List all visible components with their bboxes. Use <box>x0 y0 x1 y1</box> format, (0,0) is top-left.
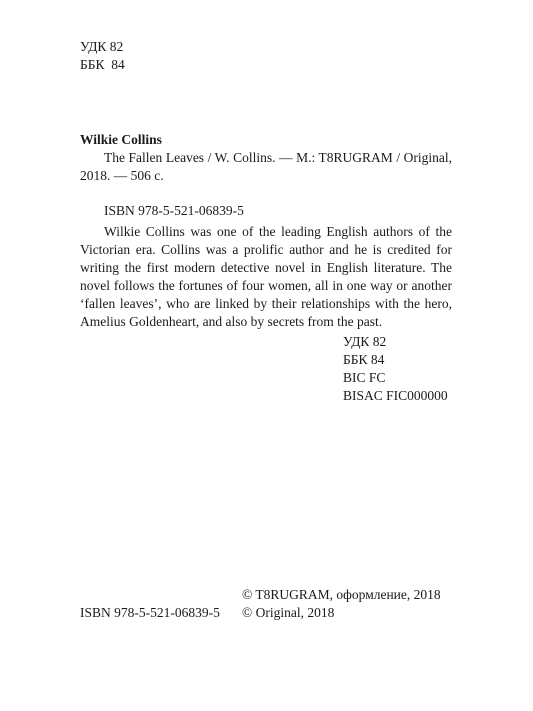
isbn-main: ISBN 978-5-521-06839-5 <box>104 203 244 218</box>
copyright-design: © T8RUGRAM, оформление, 2018 <box>242 587 441 602</box>
copyright-publisher: © Original, 2018 <box>242 605 335 620</box>
isbn-bottom: ISBN 978-5-521-06839-5 <box>80 605 220 620</box>
bbk-code-right: ББК 84 <box>343 352 385 367</box>
bisac-code: BISAC FIC000000 <box>343 388 448 403</box>
top-classification-codes <box>80 38 125 74</box>
author-name: Wilkie Collins <box>80 132 162 147</box>
bibliographic-record: The Fallen Leaves / W. Collins. — M.: T8RUGRAM / Original, 2018. — 506 c. <box>80 150 452 183</box>
bic-code: BIC FC <box>343 370 386 385</box>
book-annotation: Wilkie Collins was one of the leading English authors of the Victorian era. Collins was a prolific author and he is credited for writing the first modern detective novel in English literature. The novel follows the fortunes of four women, all in one way or another ‘fallen leaves’, who are linked by their relationships with the hero, Amelius Goldenheart, and also by secrets from the past. <box>80 224 452 329</box>
bbk-code: ББК 84 <box>80 57 125 72</box>
udk-code: УДК 82 <box>80 39 124 54</box>
copyright-notices <box>242 586 441 622</box>
classification-codes-block <box>343 333 448 405</box>
udk-code-right: УДК 82 <box>343 334 387 349</box>
